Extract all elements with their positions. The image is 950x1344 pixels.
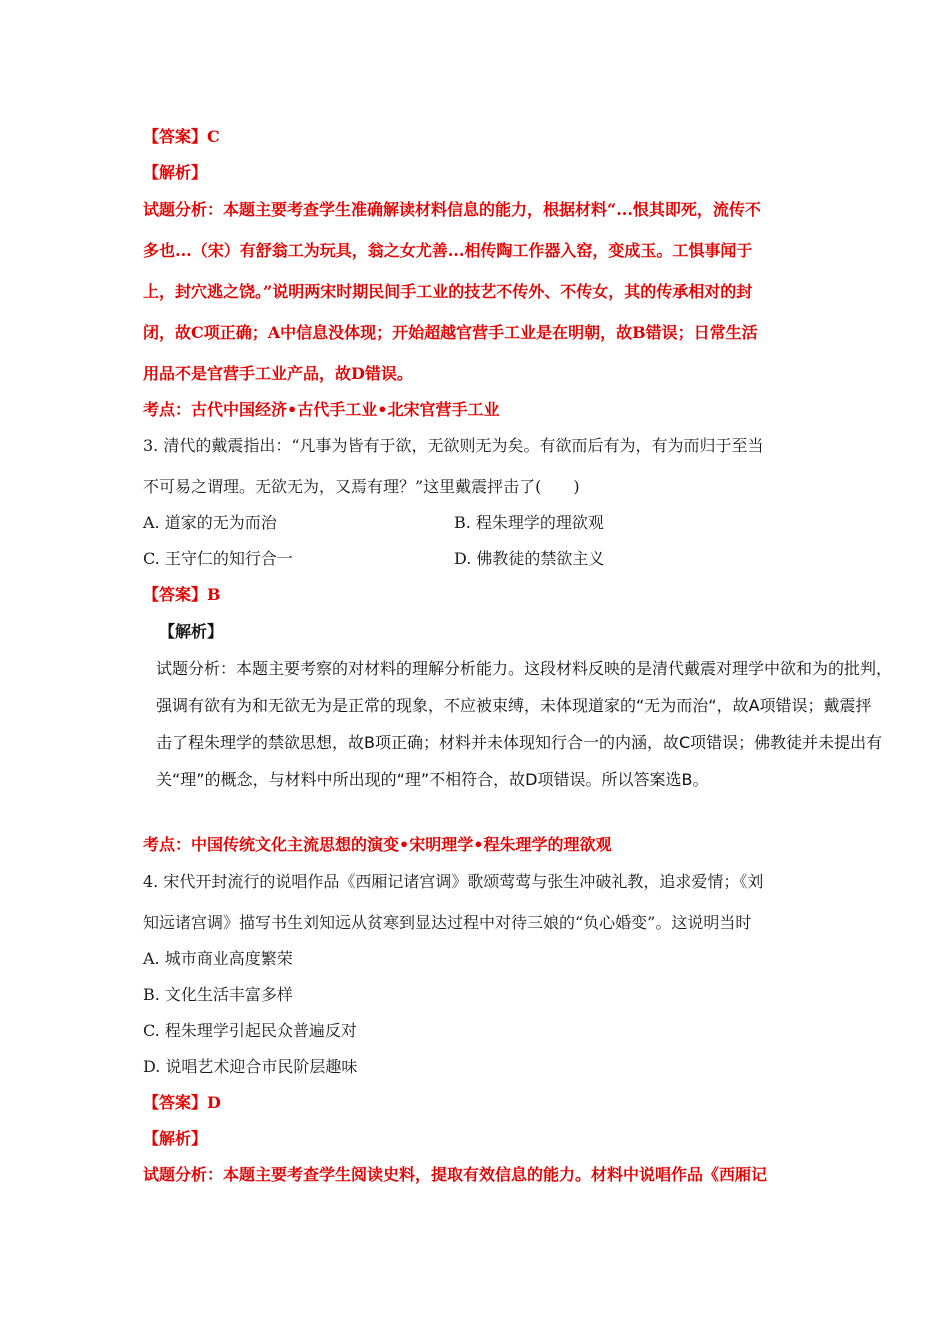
- q3-stem-line: 3. 清代的戴震指出：“凡事为皆有于欲，无欲则无为矣。有欲而后有为，有为而归于至当: [143, 436, 764, 455]
- q4-analysis-label: 【解析】: [143, 1129, 208, 1148]
- q3-option-d: D. 佛教徒的禁欲主义: [454, 549, 605, 568]
- q2-analysis-line: 用品不是官营手工业产品，故D错误。: [143, 364, 413, 383]
- q2-analysis-label: 【解析】: [143, 163, 208, 182]
- q2-analysis-line: 试题分析：本题主要考查学生准确解读材料信息的能力，根据材料“...恨其即死，流传不: [143, 200, 761, 219]
- q2-answer: 【答案】C: [143, 127, 220, 146]
- q4-option-a: A. 城市商业高度繁荣: [143, 949, 293, 968]
- q2-analysis-line: 上，封穴逃之饶。”说明两宋时期民间手工业的技艺不传外、不传女，其的传承相对的封: [143, 282, 753, 301]
- q3-kaodian: 考点：中国传统文化主流思想的演变•宋明理学•程朱理学的理欲观: [143, 835, 612, 854]
- q3-option-c: C. 王守仁的知行合一: [143, 549, 293, 568]
- q4-option-d: D. 说唱艺术迎合市民阶层趣味: [143, 1057, 358, 1076]
- q3-analysis-line: 强调有欲有为和无欲无为是正常的现象，不应被束缚，未体现道家的“无为而治“，故A项错误；戴震抨: [156, 696, 872, 715]
- q4-option-c: C. 程朱理学引起民众普遍反对: [143, 1021, 357, 1040]
- q3-stem-line: 不可易之谓理。无欲无为，又焉有理？”这里戴震抨击了( ): [143, 477, 580, 496]
- q3-option-b: B. 程朱理学的理欲观: [454, 513, 604, 532]
- q4-stem-line: 知远诸宫调》描写书生刘知远从贫寒到显达过程中对待三娘的“负心婚变”。这说明当时: [143, 913, 752, 932]
- q3-analysis-label: 【解析】: [159, 622, 224, 641]
- q4-answer: 【答案】D: [143, 1093, 221, 1112]
- q2-analysis-line: 闭，故C项正确；A中信息没体现；开始超越官营手工业是在明朝，故B错误；日常生活: [143, 323, 758, 342]
- q3-analysis-line: 关“理”的概念，与材料中所出现的“理”不相符合，故D项错误。所以答案选B。: [156, 770, 709, 789]
- q3-answer: 【答案】B: [143, 585, 221, 604]
- q4-analysis-line: 试题分析：本题主要考查学生阅读史料，提取有效信息的能力。材料中说唱作品《西厢记: [143, 1165, 768, 1184]
- q2-kaodian: 考点：古代中国经济•古代手工业•北宋官营手工业: [143, 400, 500, 419]
- q4-option-b: B. 文化生活丰富多样: [143, 985, 293, 1004]
- q2-analysis-line: 多也...（宋）有舒翁工为玩具，翁之女尤善...相传陶工作器入窑，变成玉。工惧事闻于: [143, 241, 753, 260]
- q3-analysis-line: 击了程朱理学的禁欲思想，故B项正确；材料并未体现知行合一的内涵，故C项错误；佛教徒并未提出有: [156, 733, 883, 752]
- q4-stem-line: 4. 宋代开封流行的说唱作品《西厢记诸宫调》歌颂莺莺与张生冲破礼教，追求爱情；《刘: [143, 872, 764, 891]
- q3-analysis-line: 试题分析：本题主要考察的对材料的理解分析能力。这段材料反映的是清代戴震对理学中欲和为的批判，: [156, 659, 893, 678]
- q3-option-a: A. 道家的无为而治: [143, 513, 277, 532]
